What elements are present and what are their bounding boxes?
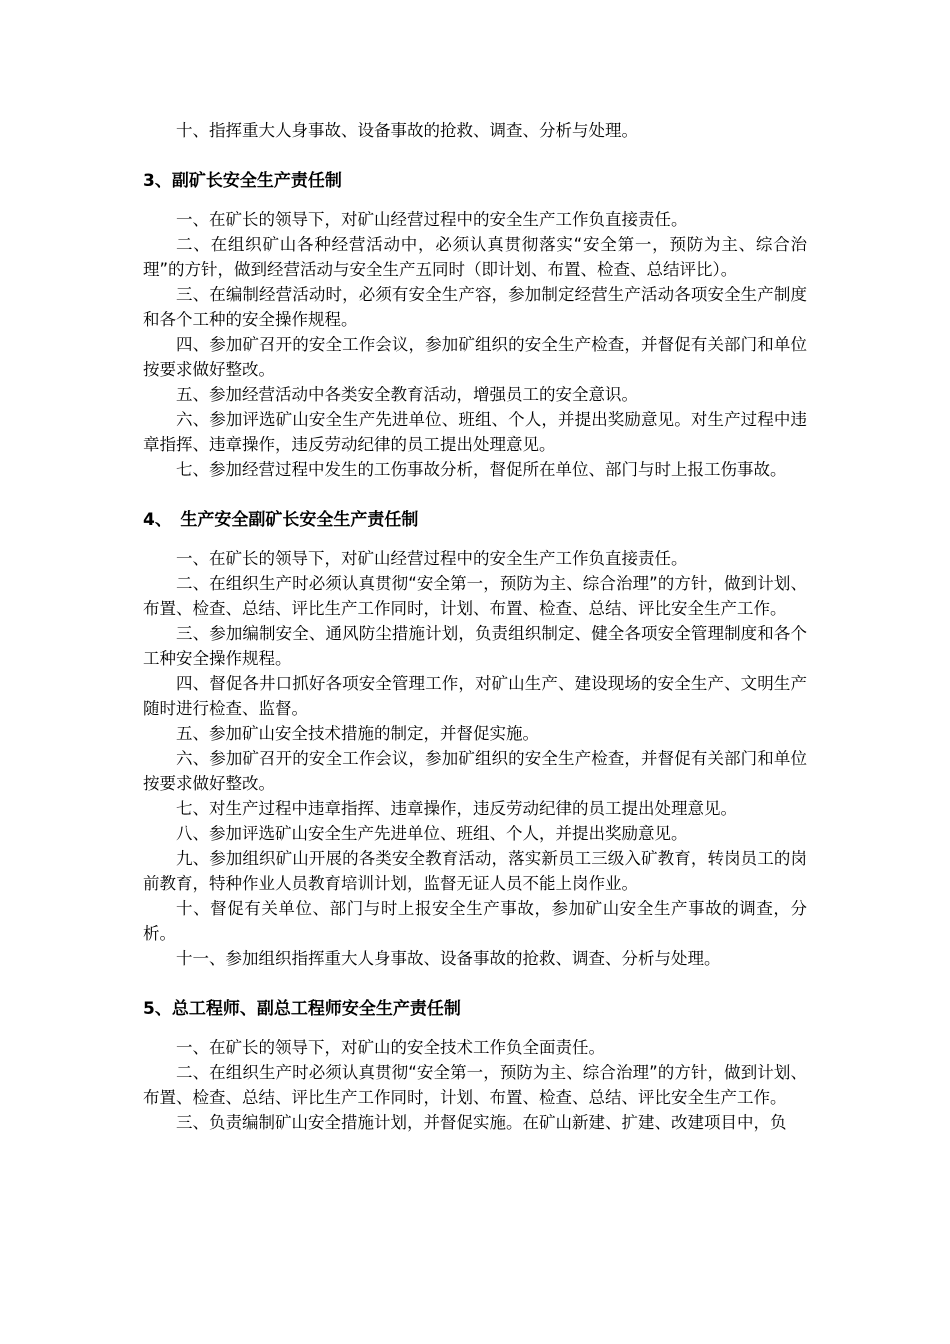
section-chief-engineer bbox=[143, 997, 807, 1135]
paragraph: 六、参加矿召开的安全工作会议，参加矿组织的安全生产检查，并督促有关部门和单位按要求做好整改。 bbox=[143, 749, 807, 793]
paragraph: 七、参加经营过程中发生的工伤事故分析，督促所在单位、部门与时上报工伤事故。 bbox=[176, 460, 787, 479]
paragraph: 八、参加评选矿山安全生产先进单位、班组、个人，并提出奖励意见。 bbox=[176, 824, 688, 843]
paragraph: 一、在矿长的领导下，对矿山的安全技术工作负全面责任。 bbox=[176, 1038, 605, 1057]
paragraph: 六、参加评选矿山安全生产先进单位、班组、个人，并提出奖励意见。对生产过程中违章指挥、违章操作，违反劳动纪律的员工提出处理意见。 bbox=[143, 410, 807, 454]
paragraph: 十、督促有关单位、部门与时上报安全生产事故，参加矿山安全生产事故的调查，分析。 bbox=[143, 899, 807, 943]
section-heading: 3、副矿长安全生产责任制 bbox=[143, 171, 342, 191]
paragraph: 三、在编制经营活动时，必须有安全生产容，参加制定经营生产活动各项安全生产制度和各个工种的安全操作规程。 bbox=[143, 285, 807, 329]
paragraph: 七、对生产过程中违章指挥、违章操作，违反劳动纪律的员工提出处理意见。 bbox=[176, 799, 737, 818]
paragraph: 二、在组织矿山各种经营活动中，必须认真贯彻落实“安全第一，预防为主、综合治理”的方针，做到经营活动与安全生产五同时（即计划、布置、检查、总结评比）。 bbox=[143, 235, 807, 279]
paragraph: 三、参加编制安全、通风防尘措施计划，负责组织制定、健全各项安全管理制度和各个工种安全操作规程。 bbox=[143, 624, 807, 668]
paragraph: 十、指挥重大人身事故、设备事故的抢救、调查、分析与处理。 bbox=[176, 121, 638, 140]
section-heading: 4、 生产安全副矿长安全生产责任制 bbox=[143, 510, 419, 530]
paragraph: 一、在矿长的领导下，对矿山经营过程中的安全生产工作负直接责任。 bbox=[176, 210, 688, 229]
paragraph: 二、在组织生产时必须认真贯彻“安全第一，预防为主、综合治理”的方针，做到计划、布置、检查、总结、评比生产工作同时，计划、布置、检查、总结、评比安全生产工作。 bbox=[143, 1063, 807, 1107]
paragraph: 三、负责编制矿山安全措施计划，并督促实施。在矿山新建、扩建、改建项目中，负 bbox=[176, 1113, 787, 1132]
section-deputy-mine-director bbox=[143, 169, 807, 482]
section-production-safety-deputy-director bbox=[143, 508, 807, 971]
paragraph: 五、参加矿山安全技术措施的制定，并督促实施。 bbox=[176, 724, 539, 743]
paragraph: 五、参加经营活动中各类安全教育活动，增强员工的安全意识。 bbox=[176, 385, 638, 404]
paragraph: 四、参加矿召开的安全工作会议，参加矿组织的安全生产检查，并督促有关部门和单位按要求做好整改。 bbox=[143, 335, 807, 379]
paragraph: 二、在组织生产时必须认真贯彻“安全第一，预防为主、综合治理”的方针，做到计划、布置、检查、总结、评比生产工作同时，计划、布置、检查、总结、评比安全生产工作。 bbox=[143, 574, 807, 618]
paragraph: 四、督促各井口抓好各项安全管理工作，对矿山生产、建设现场的安全生产、文明生产随时进行检查、监督。 bbox=[143, 674, 807, 718]
section-heading: 5、总工程师、副总工程师安全生产责任制 bbox=[143, 999, 461, 1019]
document-page bbox=[143, 118, 807, 1135]
intro-block bbox=[143, 118, 807, 143]
paragraph: 十一、参加组织指挥重大人身事故、设备事故的抢救、调查、分析与处理。 bbox=[176, 949, 721, 968]
paragraph: 九、参加组织矿山开展的各类安全教育活动，落实新员工三级入矿教育，转岗员工的岗前教育，特种作业人员教育培训计划，监督无证人员不能上岗作业。 bbox=[143, 849, 807, 893]
paragraph: 一、在矿长的领导下，对矿山经营过程中的安全生产工作负直接责任。 bbox=[176, 549, 688, 568]
